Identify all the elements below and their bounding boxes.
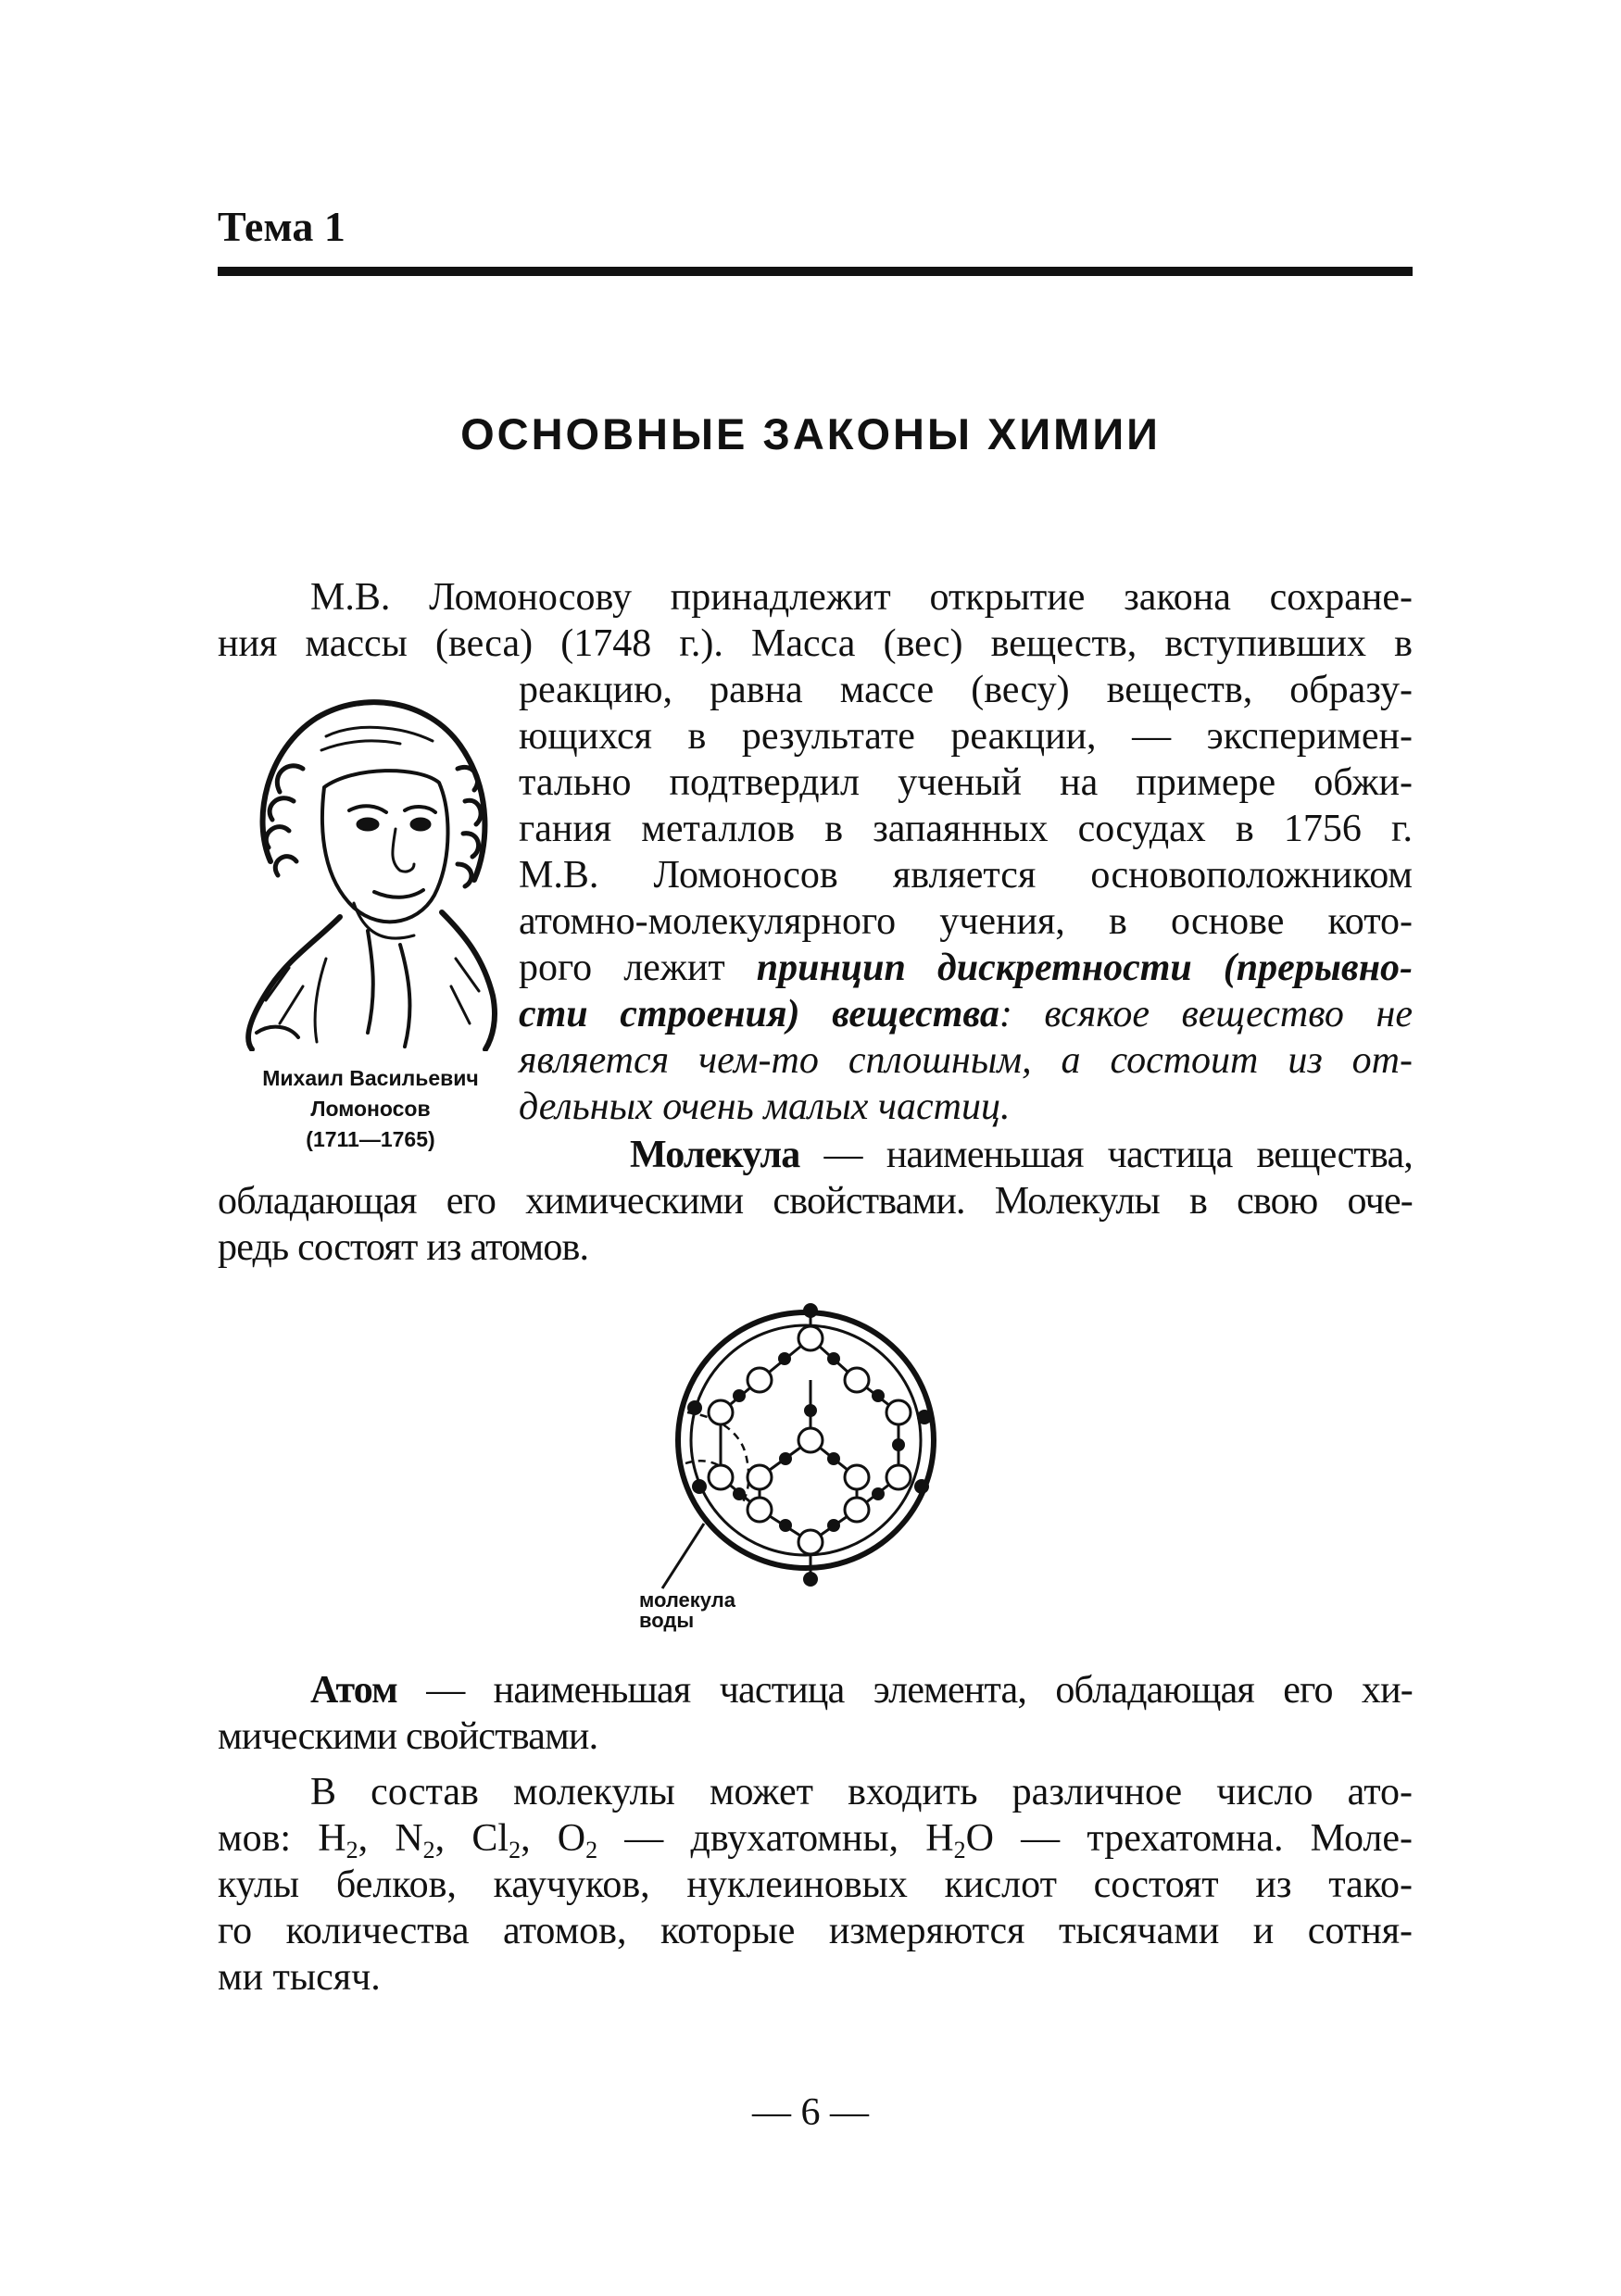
formula-cl2 xyxy=(471,1817,521,1863)
water-molecule-diagram xyxy=(611,1292,982,1644)
caption-years: (1711—1765) xyxy=(306,1127,435,1151)
page-number: — 6 — xyxy=(752,2091,869,2134)
text-run: рого лежит xyxy=(519,947,757,989)
formula-symbol: H xyxy=(318,1817,346,1860)
term-molecule: Молекула xyxy=(630,1134,800,1176)
text-line: обладающая его химическими свойствами. Молекулы в свою оче- xyxy=(218,1180,1413,1223)
lomonosov-portrait xyxy=(215,681,511,1051)
text-line xyxy=(519,991,1413,1037)
text-line: ми тысяч. xyxy=(218,1956,381,1999)
text-line: дельных очень малых частиц. xyxy=(519,1085,1011,1128)
term-atom: Атом xyxy=(310,1669,397,1712)
text-line: ющихся в результате реакции, — эксперимен- xyxy=(519,715,1413,758)
page-title: ОСНОВНЫЕ ЗАКОНЫ ХИМИИ xyxy=(460,409,1161,458)
portrait-caption xyxy=(232,1063,509,1155)
text-line: го количества атомов, которые измеряются тысячами и сотня- xyxy=(218,1910,1413,1952)
text-line: гания металлов в запаянных сосудах в 1756 г. xyxy=(519,808,1413,850)
text-run: мов: xyxy=(218,1817,319,1860)
formula-n2 xyxy=(395,1817,435,1863)
text-line: В состав молекулы может входить различное число ато- xyxy=(310,1771,1413,1813)
figure-label-water: воды xyxy=(639,1609,695,1632)
text-line: тально подтвердил ученый на примере обжи- xyxy=(519,761,1413,804)
text-line: мическими свойствами. xyxy=(218,1715,598,1758)
text-run: — наименьшая частица элемента, обладающая его хи- xyxy=(396,1669,1413,1712)
caption-surname: Ломоносов xyxy=(310,1097,431,1121)
text-run: — наименьшая частица вещества, xyxy=(799,1134,1413,1176)
formula-symbol: N xyxy=(395,1817,423,1860)
text-line xyxy=(630,1132,1413,1178)
formula-symbol: Cl xyxy=(471,1817,509,1860)
text-line: атомно-молекулярного учения, в основе кото- xyxy=(519,900,1413,943)
formula-h2 xyxy=(318,1817,358,1863)
text-line: мов: $H_2$, $N_2$, $Cl_2$, $O_2$ — двухатомны, $H_2O$ — трехатомна. Моле- xyxy=(218,1817,1414,1863)
formula-subscript: 2 xyxy=(585,1837,598,1863)
topic-heading: Тема 1 xyxy=(218,203,346,250)
emphasis-principle: сти строения) вещества xyxy=(519,993,999,1035)
heading-rule xyxy=(218,267,1413,276)
text-line: реакцию, равна массе (весу) веществ, образу- xyxy=(519,669,1413,711)
text-run: — трехатомна. Моле- xyxy=(993,1817,1414,1860)
text-line: ния массы (веса) (1748 г.). Масса (вес) веществ, вступивших в xyxy=(218,622,1413,665)
formula-subscript: 2 xyxy=(346,1837,358,1863)
formula-subscript: 2 xyxy=(422,1837,435,1863)
caption-name: Михаил Васильевич xyxy=(262,1066,479,1090)
text-line xyxy=(218,1667,1413,1713)
italic-text: : всякое вещество не xyxy=(999,993,1413,1035)
formula-subscript: 2 xyxy=(509,1837,521,1863)
text-line: М.В. Ломоносову принадлежит открытие закона сохране- xyxy=(310,576,1413,619)
figure-label-molecule: молекула xyxy=(639,1588,735,1612)
text-line: М.В. Ломоносов является основоположником xyxy=(519,854,1413,897)
formula-symbol: H xyxy=(925,1817,954,1860)
formula-subscript: 2 xyxy=(953,1837,966,1863)
formula-symbol: O xyxy=(965,1817,994,1860)
formula-o2 xyxy=(557,1817,598,1863)
formula-h2o xyxy=(925,1817,994,1863)
text-line: редь состоят из атомов. xyxy=(218,1226,589,1269)
text-run: — двухатомны, xyxy=(597,1817,926,1860)
text-line xyxy=(519,945,1413,991)
emphasis-principle: принцип дискретности (прерывно- xyxy=(756,947,1413,989)
text-line: кулы белков, каучуков, нуклеиновых кислот состоят из тако- xyxy=(218,1863,1413,1906)
text-line: является чем-то сплошным, а состоит из от- xyxy=(519,1039,1413,1082)
formula-symbol: O xyxy=(557,1817,586,1860)
